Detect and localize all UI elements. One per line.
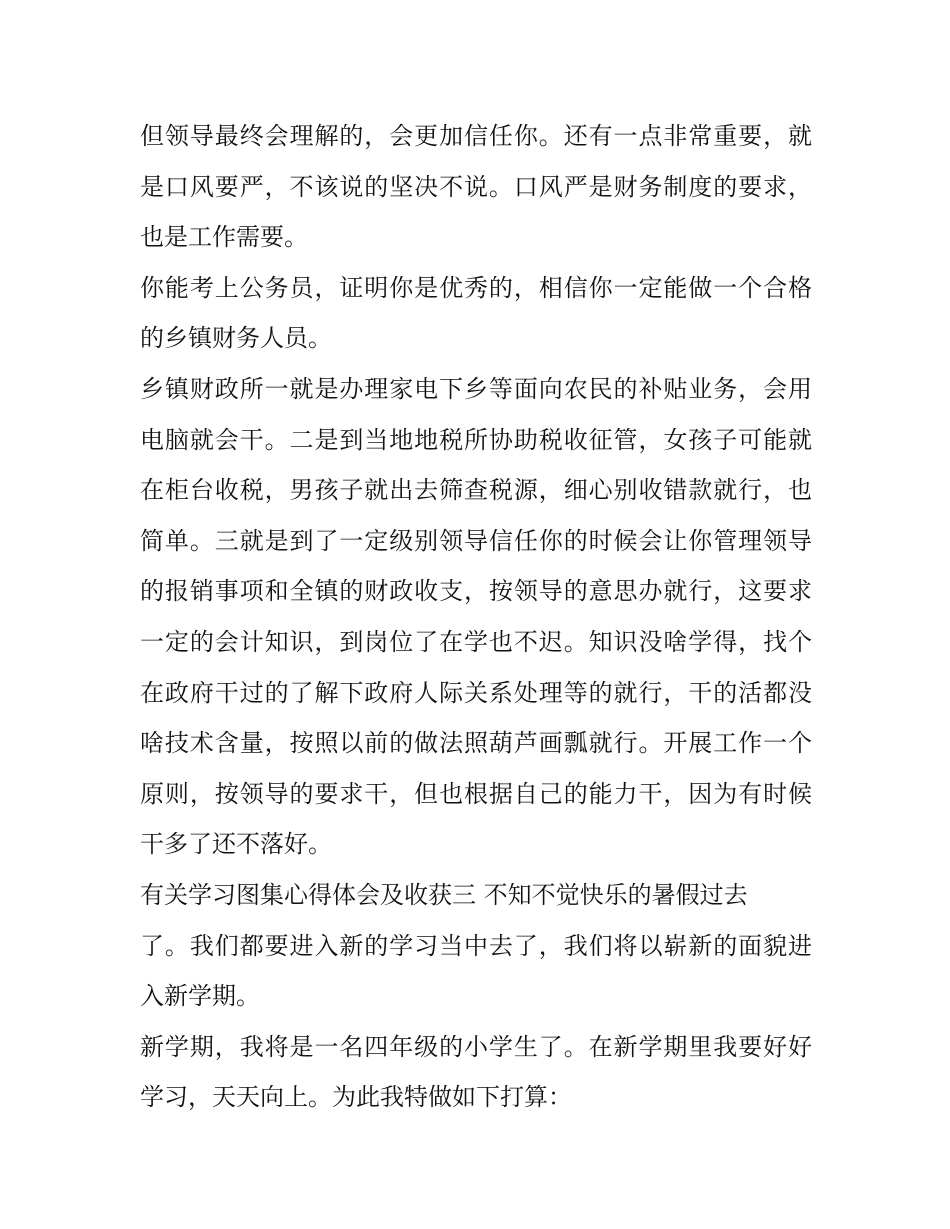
text-line-19: 新学期，我将是一名四年级的小学生了。在新学期里我要好好 [140, 1032, 812, 1061]
text-line-10: 的报销事项和全镇的财政收支，按领导的意思办就行，这要求 [140, 577, 812, 606]
document-page [140, 111, 812, 1123]
text-line-12: 在政府干过的了解下政府人际关系处理等的就行，干的活都没 [140, 678, 812, 707]
text-line-20: 学习，天天向上。为此我特做如下打算： [140, 1083, 572, 1112]
text-line-6: 乡镇财政所一就是办理家电下乡等面向农民的补贴业务，会用 [140, 374, 812, 403]
text-line-9: 简单。三就是到了一定级别领导信任你的时候会让你管理领导 [140, 526, 812, 555]
text-line-13: 啥技术含量，按照以前的做法照葫芦画瓢就行。开展工作一个 [140, 729, 812, 758]
text-line-1: 但领导最终会理解的，会更加信任你。还有一点非常重要，就 [140, 122, 812, 150]
text-line-14: 原则，按领导的要求干，但也根据自己的能力干，因为有时候 [140, 779, 812, 808]
text-line-18: 入新学期。 [140, 982, 260, 1011]
text-line-16: 有关学习图集心得体会及收获三 不知不觉快乐的暑假过去 [140, 880, 748, 909]
text-line-8: 在柜台收税，男孩子就出去筛查税源，细心别收错款就行，也 [140, 476, 812, 505]
text-line-3: 也是工作需要。 [140, 223, 308, 252]
text-line-7: 电脑就会干。二是到当地地税所协助税收征管，女孩子可能就 [140, 425, 812, 454]
text-line-17: 了。我们都要进入新的学习当中去了，我们将以崭新的面貌进 [140, 931, 812, 960]
text-line-15: 干多了还不落好。 [140, 830, 332, 859]
text-line-2: 是口风要严，不该说的坚决不说。口风严是财务制度的要求， [140, 172, 812, 201]
text-line-5: 的乡镇财务人员。 [140, 324, 332, 353]
text-line-11: 一定的会计知识，到岗位了在学也不迟。知识没啥学得，找个 [140, 627, 812, 656]
text-line-4: 你能考上公务员，证明你是优秀的，相信你一定能做一个合格 [140, 273, 812, 302]
